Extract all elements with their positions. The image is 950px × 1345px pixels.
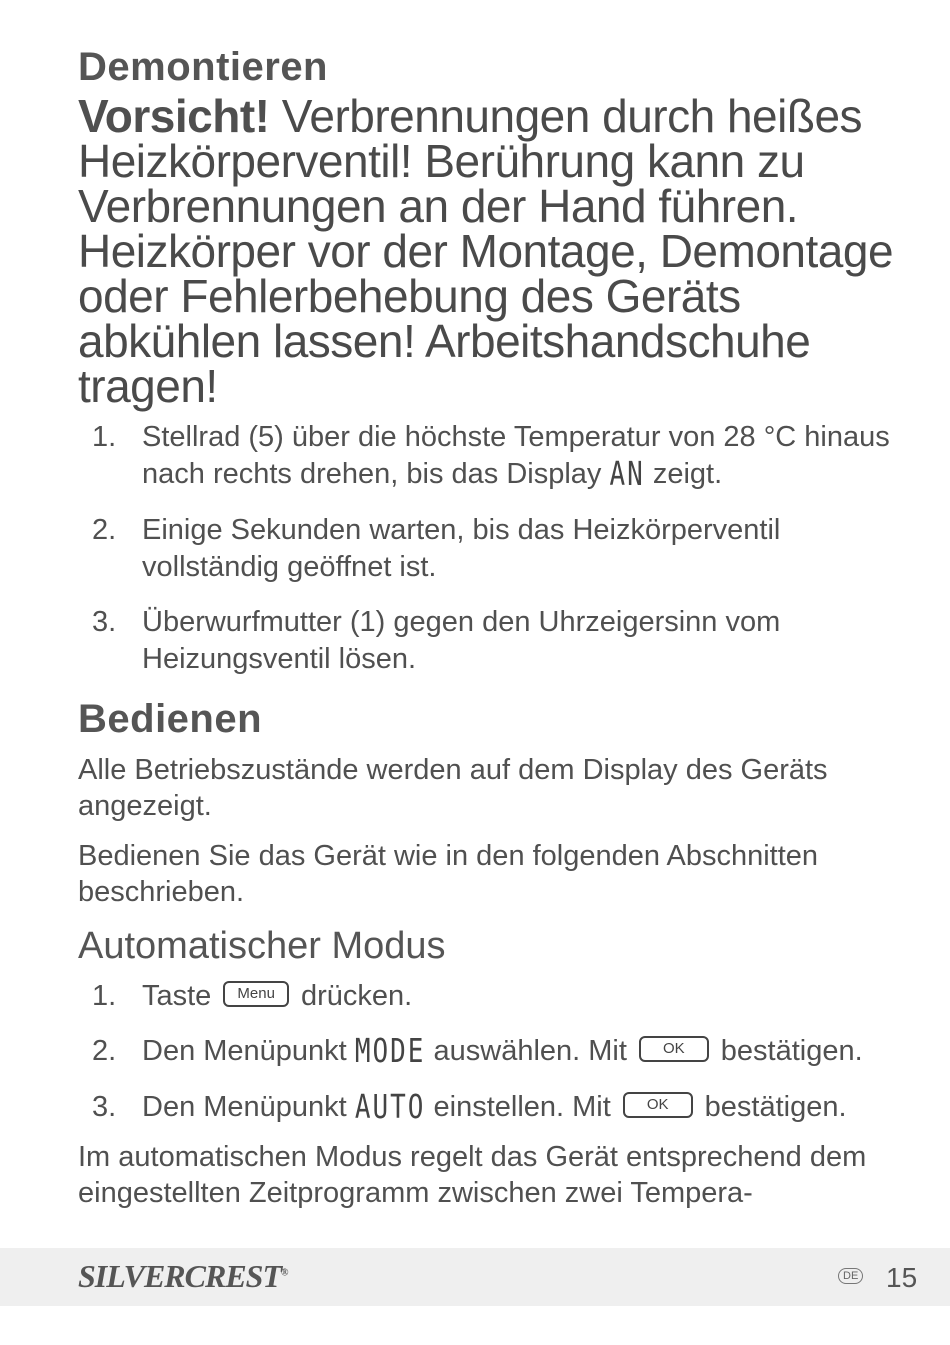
section-title-bedienen: Bedienen: [78, 697, 263, 741]
ok-key-icon: OK: [623, 1092, 693, 1118]
step-text: Stellrad (5) über die höchste Temperatur von 28 °C hinaus nach rechts drehen, bis das Display: [142, 421, 890, 490]
ok-key-icon: OK: [639, 1036, 709, 1062]
step-text: zeigt.: [652, 458, 723, 490]
step-text: bestätigen.: [704, 1090, 847, 1123]
step-text: Überwurfmutter (1) gegen den Uhrzeigersinn vom Heizungsventil lösen.: [142, 606, 781, 675]
body-paragraph: Bedienen Sie das Gerät wie in den folgenden Abschnitten beschrieben.: [78, 840, 819, 908]
step-number: 2.: [92, 514, 117, 546]
automatic-steps: [78, 978, 910, 1127]
lcd-display-text: AUTO: [354, 1088, 426, 1127]
body-paragraph: Alle Betriebszustände werden auf dem Display des Geräts angezeigt.: [78, 754, 828, 822]
warning-text: Verbrennungen durch heißes Heizkörperventil! Berührung kann zu Verbrennungen an der Hand führen. Heizkörper vor der Montage, Demontage oder Fehlerbehebung des Geräts abkühlen lassen! Arbeitshandschuhe tragen!: [78, 90, 894, 412]
registered-mark: ®: [281, 1267, 288, 1279]
list-item: [78, 1089, 910, 1127]
list-item: [78, 419, 910, 494]
menu-key-icon: Menu: [223, 981, 289, 1007]
language-badge: DE: [838, 1268, 863, 1284]
step-text: Den Menüpunkt: [142, 1034, 347, 1067]
list-item: [78, 604, 910, 678]
step-text: Taste: [142, 979, 212, 1012]
step-text: drücken.: [300, 979, 413, 1012]
list-item: [78, 978, 910, 1015]
step-number: 2.: [92, 1034, 117, 1067]
page-footer: [0, 1248, 950, 1306]
demontieren-steps: [78, 419, 910, 678]
subsection-title: Automatischer Modus: [78, 925, 446, 967]
warning-paragraph: [78, 90, 910, 412]
step-text: einstellen. Mit: [433, 1090, 611, 1123]
step-number: 3.: [92, 606, 117, 638]
list-item: [78, 1033, 910, 1071]
step-number: 1.: [92, 421, 117, 453]
lcd-display-text: AN: [609, 456, 645, 494]
brand-logo: [78, 1258, 288, 1295]
step-text: bestätigen.: [720, 1034, 863, 1067]
page-number: 15: [886, 1262, 918, 1293]
list-item: [78, 512, 910, 586]
page-content: [78, 44, 910, 1225]
step-text: auswählen. Mit: [433, 1034, 627, 1067]
step-text: Den Menüpunkt: [142, 1090, 347, 1123]
section-title-demontieren: Demontieren: [78, 45, 328, 89]
body-paragraph: Im automatischen Modus regelt das Gerät entsprechend dem eingestellten Zeitprogramm zwischen zwei Tempera-: [78, 1140, 867, 1209]
step-text: Einige Sekunden warten, bis das Heizkörperventil vollständig geöffnet ist.: [142, 514, 781, 583]
step-number: 3.: [92, 1090, 117, 1123]
lcd-display-text: MODE: [354, 1032, 426, 1071]
brand-name: SILVERCREST: [78, 1258, 282, 1294]
warning-label: Vorsicht!: [78, 90, 270, 142]
step-number: 1.: [92, 979, 117, 1012]
